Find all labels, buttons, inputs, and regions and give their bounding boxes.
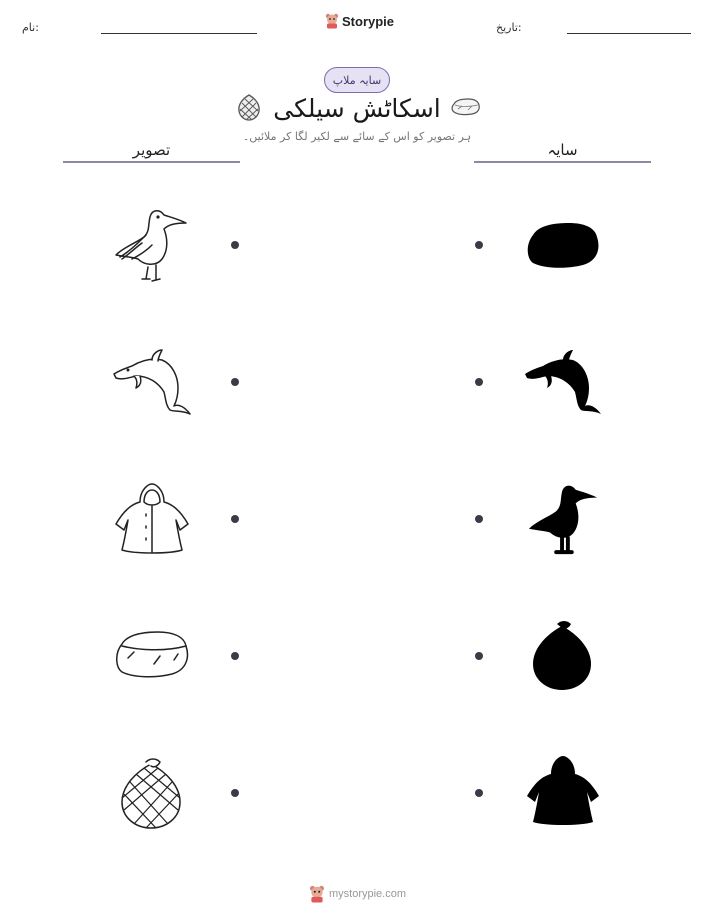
pictures-column-title: تصویر xyxy=(132,141,171,159)
raincoat-silhouette-icon[interactable] xyxy=(525,756,601,828)
match-dot-shadow-1[interactable] xyxy=(475,241,483,249)
match-dot-picture-5[interactable] xyxy=(231,789,239,797)
date-field[interactable] xyxy=(567,33,691,34)
match-dot-picture-2[interactable] xyxy=(231,378,239,386)
bear-logo-icon xyxy=(309,885,325,903)
rock-silhouette-icon[interactable] xyxy=(525,221,601,269)
match-dot-picture-4[interactable] xyxy=(231,652,239,660)
match-dot-shadow-2[interactable] xyxy=(475,378,483,386)
brand-logo xyxy=(325,13,394,29)
name-field[interactable] xyxy=(101,33,257,34)
seagull-silhouette-icon[interactable] xyxy=(525,480,601,558)
fishing-net-icon[interactable] xyxy=(120,758,182,830)
raincoat-icon[interactable] xyxy=(114,484,190,556)
rock-icon[interactable] xyxy=(114,630,190,678)
rock-icon xyxy=(450,97,481,117)
dolphin-silhouette-icon[interactable] xyxy=(523,348,603,416)
instruction-text: ہر تصویر کو اس کے سائے سے لکیر لگا کر ملائیں۔ xyxy=(242,130,472,143)
pictures-column-underline xyxy=(63,161,240,163)
footer-site-link[interactable]: mystorypie.com xyxy=(329,888,407,900)
shadows-column-title: سایہ xyxy=(547,141,578,159)
page-title: اسکاٹش سیلکی xyxy=(273,94,441,123)
fishing-net-icon xyxy=(236,93,262,121)
name-label: نام: xyxy=(22,21,39,34)
seagull-icon[interactable] xyxy=(112,205,190,285)
shadows-column-underline xyxy=(474,161,651,163)
match-dot-shadow-3[interactable] xyxy=(475,515,483,523)
net-silhouette-icon[interactable] xyxy=(531,620,593,692)
match-dot-picture-3[interactable] xyxy=(231,515,239,523)
match-dot-shadow-5[interactable] xyxy=(475,789,483,797)
match-dot-shadow-4[interactable] xyxy=(475,652,483,660)
bear-logo-icon xyxy=(325,13,339,29)
match-dot-picture-1[interactable] xyxy=(231,241,239,249)
dolphin-icon[interactable] xyxy=(112,348,192,416)
footer xyxy=(309,885,406,903)
brand-name: Storypie xyxy=(342,13,395,29)
date-label: تاریخ: xyxy=(496,21,522,34)
activity-tag: سایہ ملاپ xyxy=(324,67,390,93)
